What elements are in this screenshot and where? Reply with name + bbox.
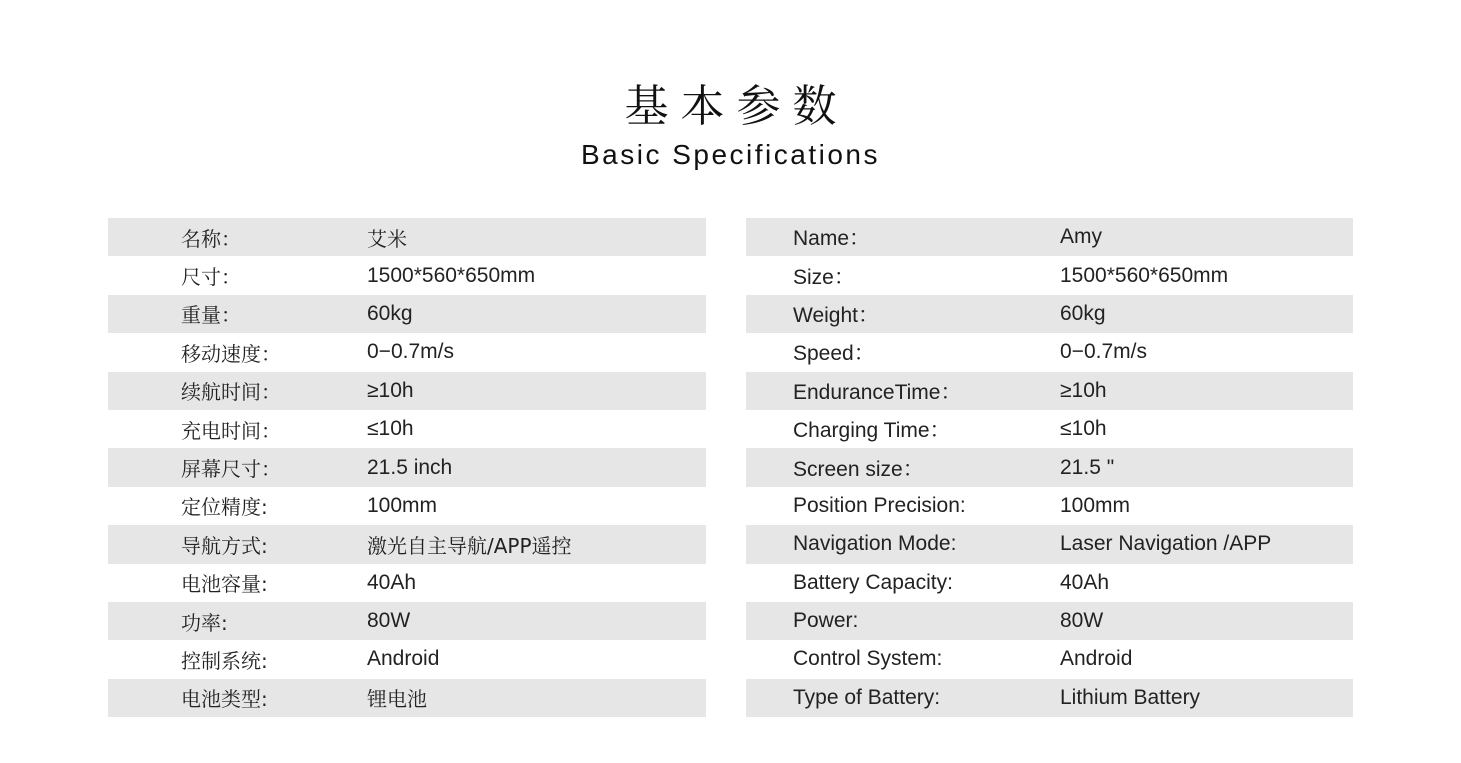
spec-row <box>746 333 1353 371</box>
spec-row <box>108 410 706 448</box>
spec-row <box>108 372 706 410</box>
spec-label: Type of Battery: <box>793 685 941 709</box>
spec-row <box>108 640 706 678</box>
spec-label: Screen size： <box>793 457 924 481</box>
spec-value: 艾米 <box>367 226 407 251</box>
spec-value: 80W <box>1060 609 1104 633</box>
spec-label: Charging Time： <box>793 419 951 443</box>
spec-label: Power: <box>793 609 859 633</box>
spec-label: Position Precision: <box>793 493 966 517</box>
spec-value: 0−0.7m/s <box>367 340 454 364</box>
spec-value: ≤10h <box>1060 417 1107 441</box>
spec-label: 电池容量: <box>181 572 268 597</box>
spec-row <box>108 602 706 640</box>
spec-value: 21.5 inch <box>367 455 453 479</box>
spec-label: EnduranceTime： <box>793 380 962 404</box>
spec-row <box>108 218 706 256</box>
spec-label: Name： <box>793 227 871 251</box>
spec-value: 1500*560*650mm <box>1060 263 1229 287</box>
spec-label: 移动速度： <box>181 341 281 366</box>
spec-row <box>746 525 1353 563</box>
spec-label: 定位精度: <box>181 495 268 520</box>
spec-value: Laser Navigation /APP <box>1060 532 1272 556</box>
spec-value: ≥10h <box>1060 378 1107 402</box>
spec-label: 续航时间： <box>181 380 281 405</box>
spec-row <box>746 602 1353 640</box>
spec-value: 21.5 " <box>1060 455 1115 479</box>
spec-value: 0−0.7m/s <box>1060 340 1147 364</box>
spec-value: 80W <box>367 609 411 633</box>
spec-value: 锂电池 <box>367 687 427 712</box>
spec-row <box>746 679 1353 717</box>
spec-row <box>746 487 1353 525</box>
page-title-english: Basic Specifications <box>580 139 880 170</box>
spec-label: Navigation Mode: <box>793 532 957 556</box>
spec-value: ≤10h <box>367 417 414 441</box>
spec-label: 名称： <box>181 226 241 251</box>
spec-value: Lithium Battery <box>1060 685 1201 709</box>
spec-value: Android <box>1060 647 1133 671</box>
spec-row <box>746 640 1353 678</box>
spec-label: 屏幕尺寸： <box>181 457 281 482</box>
spec-label: Battery Capacity: <box>793 570 953 594</box>
spec-table-chinese <box>108 218 706 717</box>
spec-label: Speed： <box>793 342 875 366</box>
spec-row <box>108 487 706 525</box>
spec-row <box>746 256 1353 294</box>
page-title-chinese: 基本参数 <box>624 81 849 132</box>
spec-label: 电池类型: <box>181 687 268 712</box>
spec-value: 60kg <box>1060 301 1106 325</box>
spec-row <box>746 218 1353 256</box>
spec-row <box>108 333 706 371</box>
spec-value: 40Ah <box>367 570 417 594</box>
spec-row <box>746 448 1353 486</box>
spec-label: 控制系统: <box>181 648 268 673</box>
spec-row <box>746 372 1353 410</box>
spec-row <box>746 410 1353 448</box>
spec-value: Amy <box>1060 225 1102 249</box>
spec-value: 100mm <box>367 493 438 517</box>
spec-row <box>108 525 706 563</box>
spec-row <box>108 564 706 602</box>
spec-row <box>746 564 1353 602</box>
spec-value: Android <box>367 647 440 671</box>
spec-label: 尺寸： <box>181 265 241 290</box>
spec-label: 功率: <box>181 610 228 635</box>
spec-value: 60kg <box>367 301 413 325</box>
spec-label: 导航方式: <box>181 533 268 558</box>
spec-label: Size： <box>793 265 855 289</box>
spec-value: 100mm <box>1060 493 1131 517</box>
spec-row <box>108 679 706 717</box>
spec-label: 重量： <box>181 303 241 328</box>
spec-label: 充电时间： <box>181 418 281 443</box>
spec-label: Control System: <box>793 647 943 671</box>
spec-table-english <box>746 218 1353 717</box>
spec-row <box>746 295 1353 333</box>
spec-row <box>108 295 706 333</box>
spec-label: Weight： <box>793 303 879 327</box>
spec-value: ≥10h <box>367 378 414 402</box>
spec-value: 40Ah <box>1060 570 1110 594</box>
spec-value: 激光自主导航/APP遥控 <box>367 533 572 558</box>
spec-row <box>108 256 706 294</box>
spec-value: 1500*560*650mm <box>367 263 536 287</box>
spec-row <box>108 448 706 486</box>
